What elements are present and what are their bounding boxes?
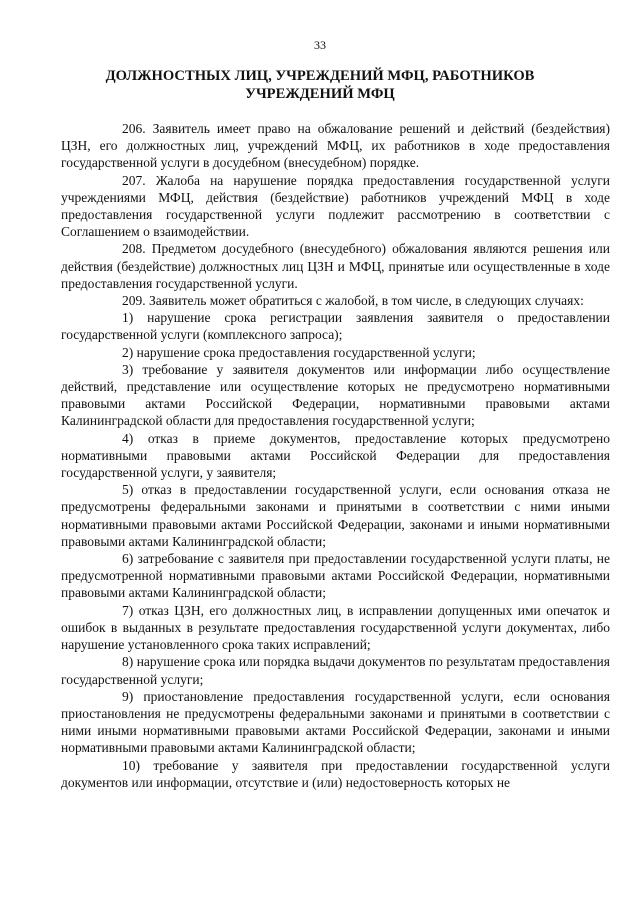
list-item-6: 6) затребование с заявителя при предоставлении государственной услуги платы, не предусмотренной нормативными правовыми актами Российской Федерации, нормативными правовыми актами Калининградской области; [61, 551, 610, 601]
list-item-9: 9) приостановление предоставления государственной услуги, если основания приостановления не предусмотрены федеральными законами и принятыми в соответствии с ними иными нормативными правовыми актами Российской Федерации, законами и иными нормативными правовыми актами Калининградской области; [61, 688, 610, 756]
paragraph-209: 209. Заявитель может обратиться с жалобой, в том числе, в следующих случаях: [122, 293, 584, 309]
paragraph-208: 208. Предметом досудебного (внесудебного) обжалования являются решения или действия (бездействие) должностных лиц ЦЗН и МФЦ, принятые или осуществленные в ходе предоставления государственной услуги. [61, 241, 610, 291]
list-item-7: 7) отказ ЦЗН, его должностных лиц, в исправлении допущенных ими опечаток и ошибок в выданных в результате предоставления государственной услуги документах, либо нарушение установленного срока таких исправлений; [61, 602, 610, 653]
list-item-10: 10) требование у заявителя при предоставлении государственной услуги документов или информации, отсутствие и (или) недостоверность которых не [61, 757, 610, 790]
section-heading-line-1: ДОЛЖНОСТНЫХ ЛИЦ, УЧРЕЖДЕНИЙ МФЦ, РАБОТНИКОВ [105, 68, 535, 84]
page-number: 33 [314, 38, 326, 52]
list-item-8: 8) нарушение срока или порядка выдачи документов по результатам предоставления государственной услуги; [61, 654, 610, 687]
section-heading-line-2: УЧРЕЖДЕНИЙ МФЦ [245, 85, 395, 102]
list-item-4: 4) отказ в приеме документов, предоставление которых предусмотрено нормативными правовыми актами Российской Федерации для предоставления государственной услуги, у заявителя; [61, 430, 610, 481]
list-item-1: 1) нарушение срока регистрации заявления заявителя о предоставлении государственной услуги (комплексного запроса); [61, 310, 610, 343]
paragraph-206: 206. Заявитель имеет право на обжалование решений и действий (бездействия) ЦЗН, его должностных лиц, учреждений МФЦ, их работников в ходе предоставления государственной услуги в досудебном (внесудебном) порядке. [61, 121, 610, 171]
document-body [61, 120, 610, 791]
list-item-3: 3) требование у заявителя документов или информации либо осуществление действий, представление или осуществление которых не предусмотрено нормативными правовыми актами Российской Федерации, нормативными правовыми актами Калининградской области для предоставления государственной услуги; [61, 361, 610, 429]
section-heading [60, 68, 580, 103]
list-item-2: 2) нарушение срока предоставления государственной услуги; [122, 344, 476, 360]
list-item-5: 5) отказ в предоставлении государственной услуги, если основания отказа не предусмотрены федеральными законами и принятыми в соответствии с ними иными нормативными правовыми актами Российской Федерации, законами и иными нормативными правовыми актами Калининградской области; [61, 482, 610, 549]
paragraph-207: 207. Жалоба на нарушение порядка предоставления государственной услуги учреждениями МФЦ, действия (бездействие) работников учреждений МФЦ в ходе предоставления государственной услуги подлежит рассмотрению в соответствии с Соглашением о взаимодействии. [61, 172, 610, 240]
